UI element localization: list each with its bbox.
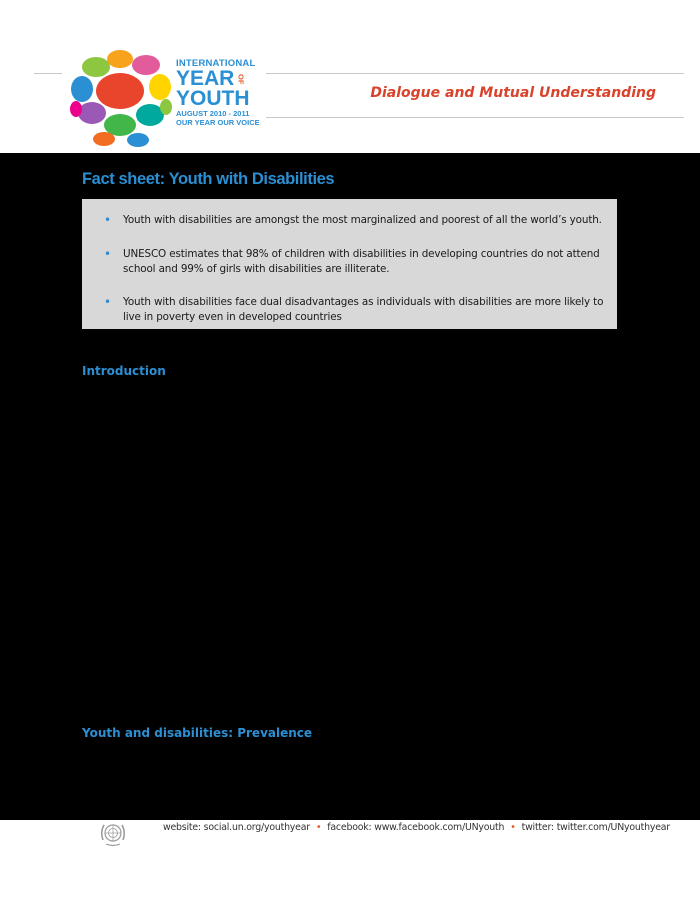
- section-heading-prevalence: Youth and disabilities: Prevalence: [82, 726, 313, 740]
- footer-facebook-link[interactable]: facebook: www.facebook.com/UNyouth: [327, 822, 505, 833]
- key-point-text: Youth with disabilities are amongst the most marginalized and poorest of all the world’s youth.: [123, 214, 602, 226]
- bullet-icon: •: [104, 295, 111, 309]
- header-rule-left: [34, 73, 62, 74]
- separator-dot-icon: •: [315, 822, 322, 833]
- page-footer: [55, 820, 685, 852]
- header-rule-top: [266, 73, 684, 74]
- footer-twitter-link[interactable]: twitter: twitter.com/UNyouthyear: [521, 822, 670, 833]
- page-header: [0, 0, 700, 153]
- section-heading-introduction: Introduction: [82, 364, 166, 378]
- key-points-box: [82, 199, 617, 329]
- header-rule-bottom: [266, 117, 684, 118]
- un-emblem-icon: [98, 820, 128, 848]
- header-tagline: Dialogue and Mutual Understanding: [370, 85, 656, 101]
- logo-motto: OUR YEAR OUR VOICE: [176, 118, 260, 127]
- key-point-item: [104, 247, 618, 277]
- key-point-text: Youth with disabilities face dual disadvantages as individuals with disabilities are more likely to live in poverty even in developed countries: [123, 296, 604, 323]
- key-point-item: [104, 295, 618, 325]
- logo-of: OF: [236, 73, 246, 85]
- factsheet-title: Fact sheet: Youth with Disabilities: [82, 170, 335, 188]
- logo-year-row: [176, 69, 268, 89]
- logo-youth: YOUTH: [176, 87, 250, 110]
- separator-dot-icon: •: [510, 822, 516, 833]
- iyy-speech-bubbles-logo: [66, 45, 174, 149]
- key-point-text: UNESCO estimates that 98% of children with disabilities in developing countries do not attend school and 99% of girls with disabilities are illiterate.: [123, 248, 600, 275]
- logo-international: INTERNATIONAL: [176, 58, 256, 69]
- footer-links: [163, 822, 670, 833]
- logo-dates: AUGUST 2010 - 2011: [176, 109, 250, 118]
- logo-year: YEAR: [176, 67, 235, 90]
- key-point-item: [104, 213, 618, 228]
- bullet-icon: •: [104, 247, 111, 261]
- iyy-logo-wordmark: [176, 58, 268, 127]
- bullet-icon: •: [104, 213, 111, 227]
- footer-website-link[interactable]: website: social.un.org/youthyear: [163, 822, 310, 833]
